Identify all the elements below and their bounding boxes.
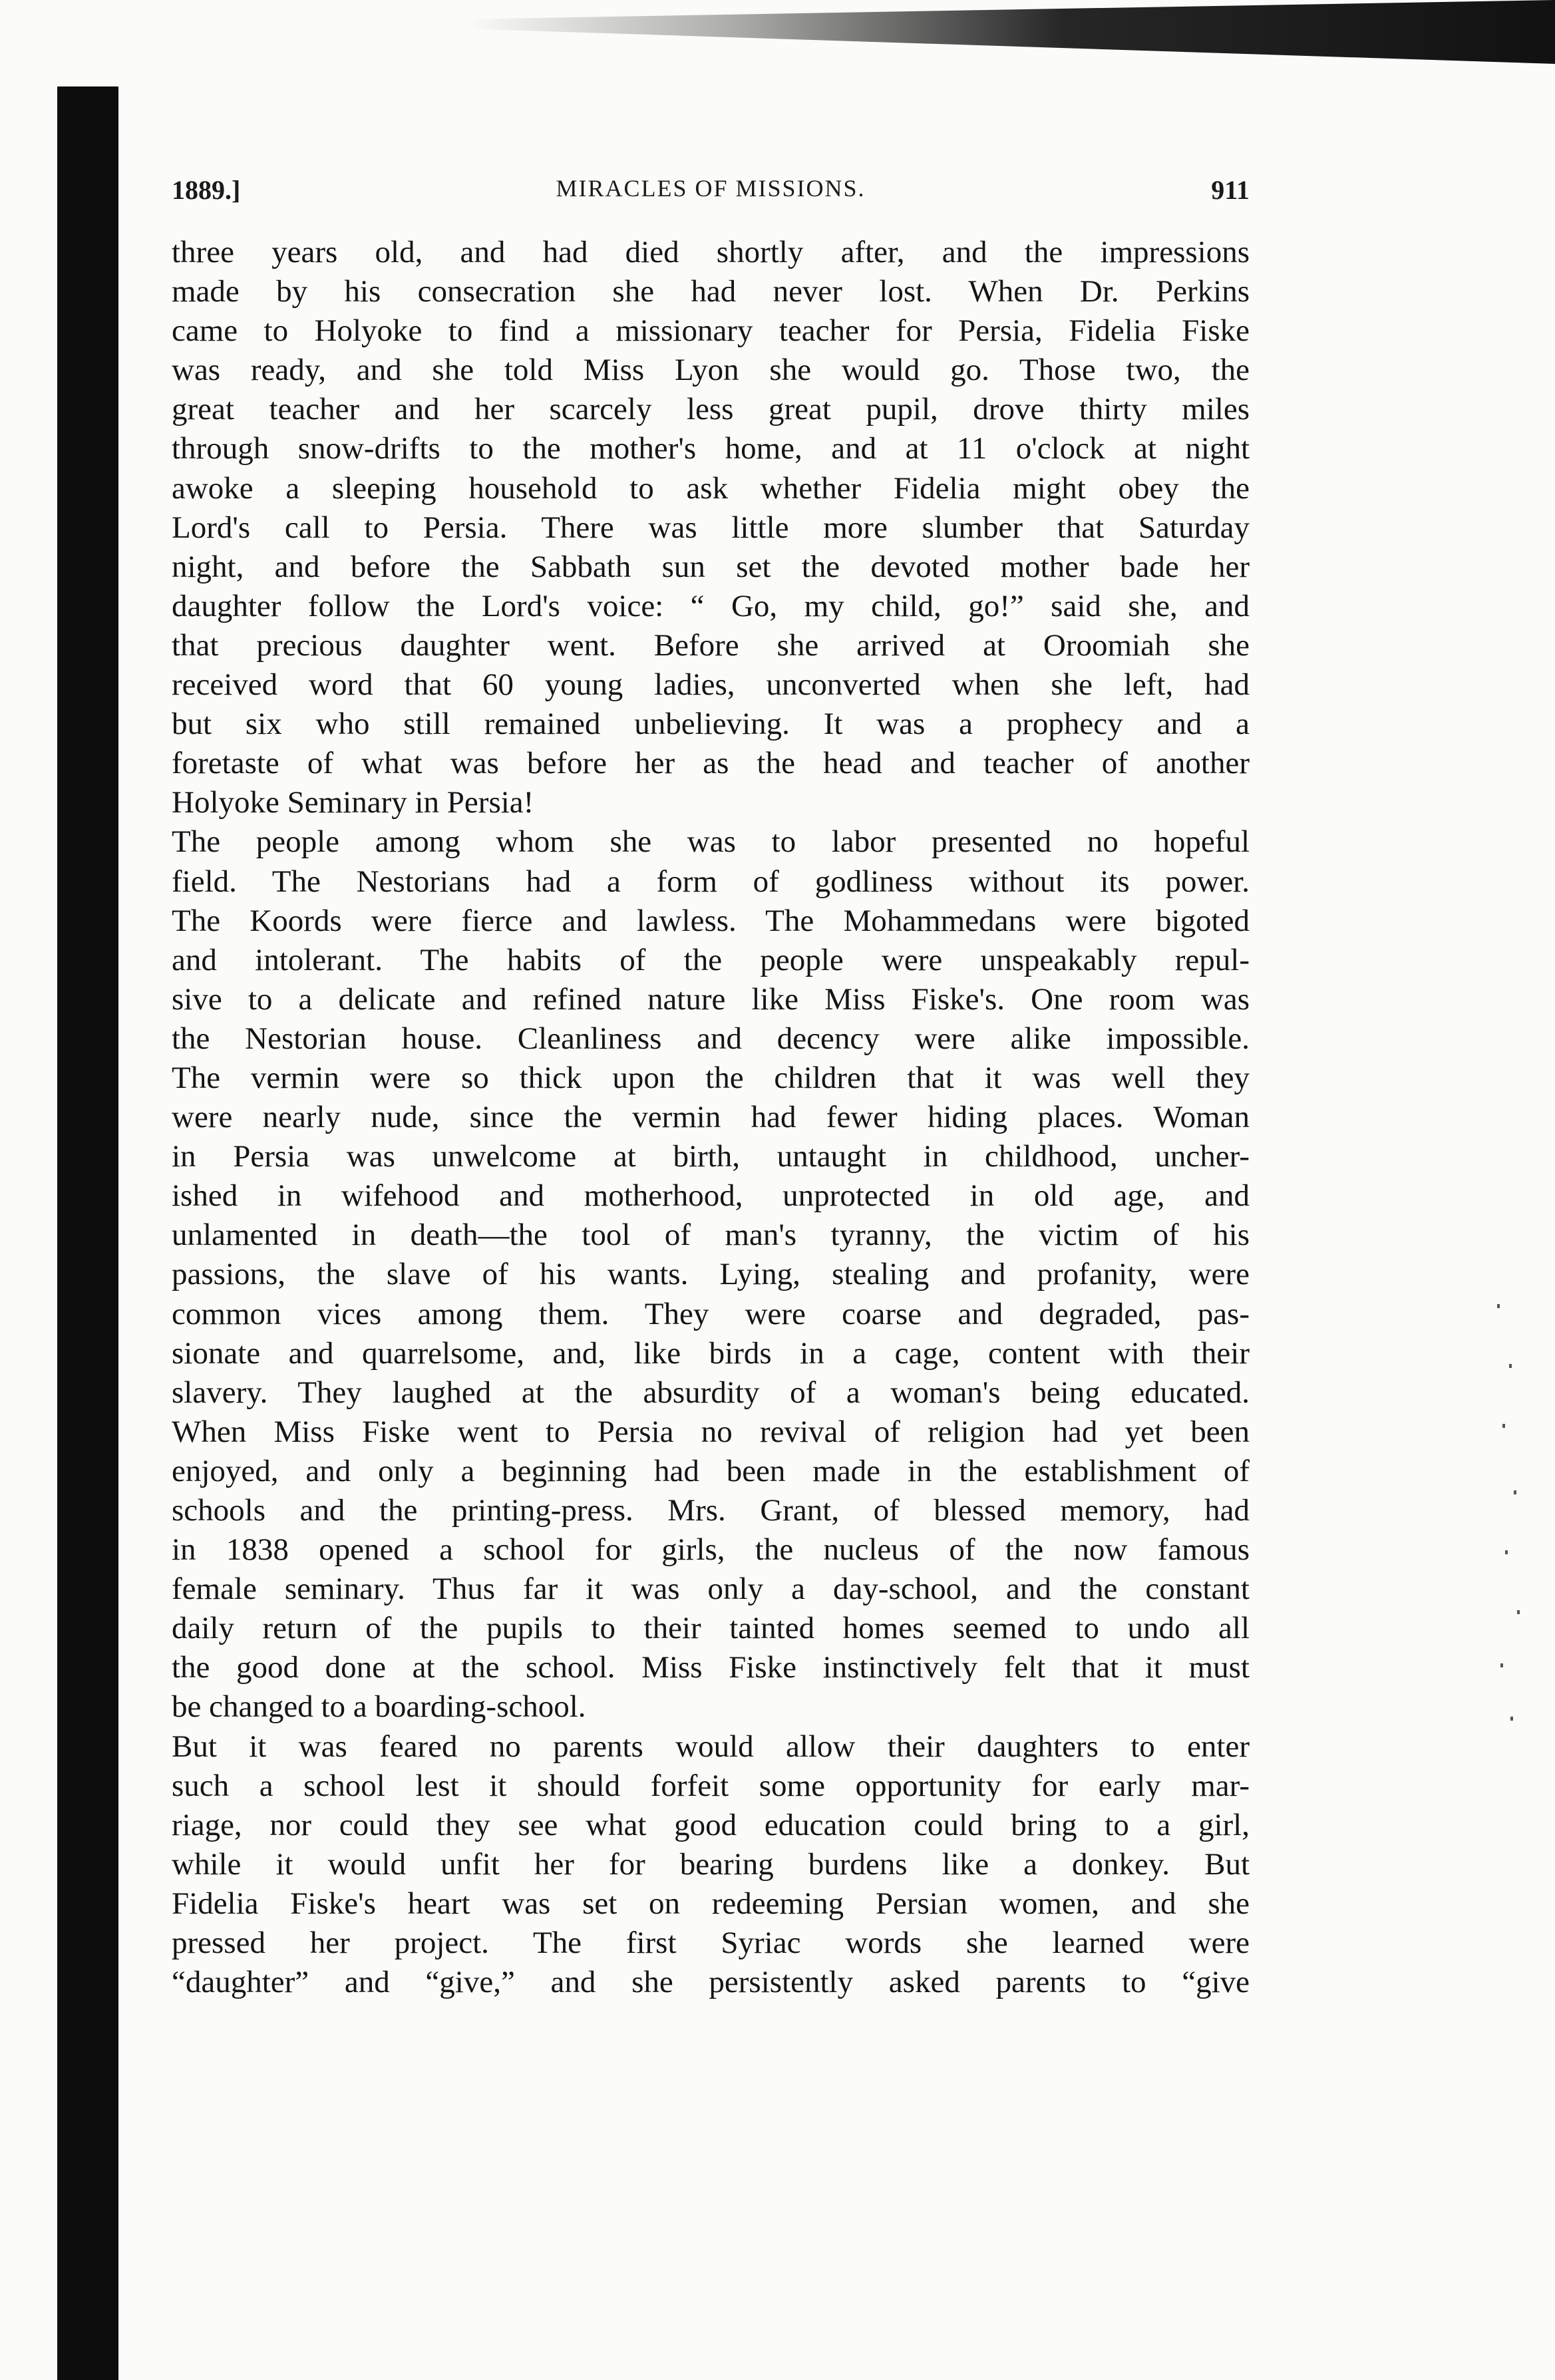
text-line: “daughter” and “give,” and she persistently asked parents to “give (172, 1965, 1250, 2000)
text-line: riage, nor could they see what good education could bring to a girl, (172, 1807, 1250, 1842)
text-line: be changed to a boarding-school. (172, 1689, 586, 1725)
text-line: through snow-drifts to the mother's home, and at 11 o'clock at night (172, 431, 1250, 466)
text-line: enjoyed, and only a beginning had been made in the establishment of (172, 1453, 1250, 1488)
text-line: pressed her project. The first Syriac words she learned were (172, 1926, 1250, 1961)
margin-speck (1510, 1717, 1513, 1721)
margin-speck (1505, 1550, 1508, 1554)
text-line: awoke a sleeping household to ask whether Fidelia might obey the (172, 470, 1250, 506)
text-line: unlamented in death—the tool of man's tyranny, the victim of his (172, 1218, 1250, 1253)
margin-speck (1517, 1610, 1520, 1614)
text-line: daily return of the pupils to their tainted homes seemed to undo all (172, 1611, 1250, 1646)
text-line: came to Holyoke to find a missionary teacher for Persia, Fidelia Fiske (172, 313, 1250, 349)
text-line: Lord's call to Persia. There was little more slumber that Saturday (172, 510, 1250, 545)
margin-speck (1514, 1490, 1516, 1494)
text-line: But it was feared no parents would allow their daughters to enter (172, 1729, 1250, 1764)
text-line: while it would unfit her for bearing burdens like a donkey. But (172, 1846, 1250, 1882)
margin-speck (1497, 1304, 1500, 1308)
text-line: sionate and quarrelsome, and, like birds in a cage, content with their (172, 1335, 1250, 1371)
text-line: were nearly nude, since the vermin had fewer hiding places. Woman (172, 1100, 1250, 1135)
text-line: ished in wifehood and motherhood, unprotected in old age, and (172, 1178, 1250, 1214)
margin-speck (1509, 1364, 1512, 1368)
margin-speck (1502, 1424, 1505, 1428)
text-line: such a school lest it should forfeit some opportunity for early mar- (172, 1768, 1250, 1803)
scan-edge-shadow (466, 0, 1555, 64)
text-line: made by his consecration she had never lost. When Dr. Perkins (172, 274, 1250, 309)
text-line: slavery. They laughed at the absurdity of a woman's being educated. (172, 1375, 1250, 1410)
text-line: Holyoke Seminary in Persia! (172, 785, 534, 820)
header-title: MIRACLES OF MISSIONS. (556, 175, 866, 202)
text-line: but six who still remained unbelieving. It was a prophecy and a (172, 707, 1250, 742)
text-line: and intolerant. The habits of the people were unspeakably repul- (172, 942, 1250, 977)
body-text (172, 233, 1250, 2002)
text-line: foretaste of what was before her as the head and teacher of another (172, 746, 1250, 781)
running-header (172, 174, 1250, 214)
text-line: When Miss Fiske went to Persia no revival of religion had yet been (172, 1414, 1250, 1449)
text-line: The vermin were so thick upon the children that it was well they (172, 1060, 1250, 1095)
text-line: three years old, and had died shortly after, and the impressions (172, 235, 1250, 269)
text-line: Fidelia Fiske's heart was set on redeeming Persian women, and she (172, 1886, 1250, 1921)
text-line: the Nestorian house. Cleanliness and decency were alike impossible. (172, 1021, 1250, 1056)
text-line: schools and the printing-press. Mrs. Grant, of blessed memory, had (172, 1493, 1250, 1528)
text-line: that precious daughter went. Before she arrived at Oroomiah she (172, 627, 1250, 663)
text-line: night, and before the Sabbath sun set the devoted mother bade her (172, 549, 1250, 584)
text-line: The Koords were fierce and lawless. The Mohammedans were bigoted (172, 903, 1250, 938)
binding-shadow (57, 86, 118, 2380)
text-line: female seminary. Thus far it was only a day-school, and the constant (172, 1572, 1250, 1607)
text-line: was ready, and she told Miss Lyon she would go. Those two, the (172, 353, 1250, 388)
text-line: field. The Nestorians had a form of godliness without its power. (172, 864, 1250, 899)
margin-speck (1500, 1663, 1503, 1667)
text-line: The people among whom she was to labor presented no hopeful (172, 824, 1250, 860)
text-line: great teacher and her scarcely less great pupil, drove thirty miles (172, 392, 1250, 427)
text-line: daughter follow the Lord's voice: “ Go, my child, go!” said she, and (172, 588, 1250, 623)
text-line: received word that 60 young ladies, unconverted when she left, had (172, 667, 1250, 703)
text-line: in 1838 opened a school for girls, the nucleus of the now famous (172, 1532, 1250, 1568)
page-number: 911 (1211, 175, 1250, 205)
text-line: passions, the slave of his wants. Lying, stealing and profanity, were (172, 1257, 1250, 1292)
text-line: common vices among them. They were coarse and degraded, pas- (172, 1296, 1250, 1331)
text-line: in Persia was unwelcome at birth, untaught in childhood, uncher- (172, 1139, 1250, 1174)
header-year: 1889.] (172, 175, 241, 205)
text-line: the good done at the school. Miss Fiske instinctively felt that it must (172, 1650, 1250, 1685)
text-line: sive to a delicate and refined nature like Miss Fiske's. One room was (172, 981, 1250, 1017)
